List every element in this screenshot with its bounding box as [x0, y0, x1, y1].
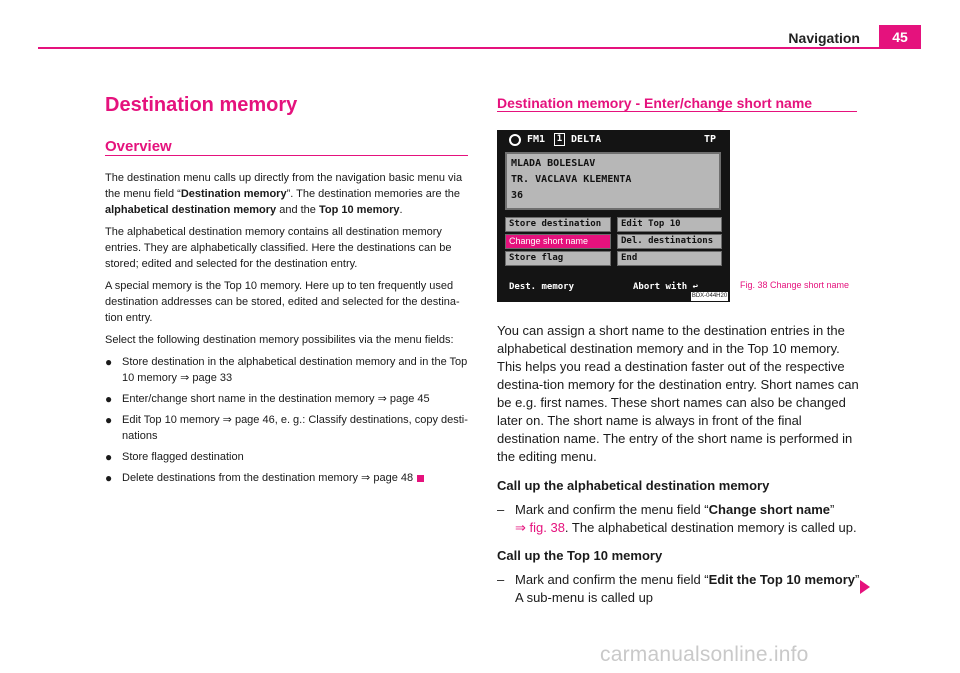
navigation-screen-figure: [497, 130, 730, 302]
paragraph-select: Select the following destination memory possibilites via the menu fields:: [105, 334, 454, 346]
overview-text: [105, 170, 470, 491]
figure-link[interactable]: ⇒ fig. 38: [515, 520, 565, 535]
list-item: ● Enter/change short name in the destination memory ⇒ page 45: [105, 392, 430, 406]
list-item: ● Store destination in the alphabetical destination memory and in the Top 10 memory ⇒ page 33: [105, 355, 468, 384]
section-subtitle: Overview: [105, 138, 172, 155]
list-item: ● Store flagged destination: [105, 450, 244, 464]
address-line: 36: [511, 190, 524, 201]
heading-rule: [497, 111, 857, 112]
station-name: DELTA: [571, 134, 602, 145]
footer-right-label: Abort with ↩: [633, 282, 699, 292]
preset-number: 1: [554, 133, 565, 146]
paragraph-top10: A special memory is the Top 10 memory. Here up to ten frequently used destination addresses can be stored, edited and selected for the destina-tion entry.: [105, 280, 460, 324]
header-rule: [38, 47, 921, 49]
store-flag-button[interactable]: Store flag: [505, 251, 611, 266]
page-number-badge: 45: [879, 25, 921, 49]
figure-code: BDX-044H20: [691, 293, 728, 299]
short-name-text: [497, 322, 867, 617]
screen-status-bar: [497, 130, 730, 150]
end-of-section-icon: [417, 475, 424, 482]
paragraph-intro: The destination menu calls up directly from the navigation basic menu via the menu field “Destination memory”. The destination memories are the alphabetical destination memory and the Top 10 memory.: [105, 172, 463, 216]
band-label: FM1: [527, 134, 546, 145]
step-item: – Mark and confirm the menu field “Change short name” ⇒ fig. 38. The alphabetical destination memory is called up.: [497, 502, 857, 535]
end-button[interactable]: End: [617, 251, 722, 266]
page-title: Destination memory: [105, 94, 298, 116]
watermark: carmanualsonline.info: [600, 643, 809, 666]
continue-arrow-icon: [860, 580, 870, 594]
section-title: Navigation: [788, 30, 860, 46]
address-line: MLADA BOLESLAV: [511, 158, 596, 169]
delete-destinations-button[interactable]: Del. destinations: [617, 234, 722, 249]
disc-icon: [509, 134, 521, 146]
tp-indicator: TP: [703, 134, 716, 145]
paragraph-body: You can assign a short name to the destination entries in the alphabetical destination memory and in the Top 10 memory. This helps you read a destination faster out of the respective destina-tion memory for the destination entry. Short names can be e.g. first names. These short names can also be changed later on. The short name is always in front of the final destination name. The entry of the short name is performed in the editing menu.: [497, 323, 859, 464]
subheading-top10: Call up the Top 10 memory: [497, 548, 663, 563]
store-destination-button[interactable]: Store destination: [505, 217, 611, 232]
change-short-name-button[interactable]: Change short name: [505, 234, 611, 249]
section-heading: Destination memory - Enter/change short name: [497, 95, 813, 111]
address-display: [505, 152, 721, 210]
footer-left-label: Dest. memory: [509, 282, 575, 292]
figure-caption: Fig. 38 Change short name: [740, 280, 850, 290]
list-item: ● Edit Top 10 memory ⇒ page 46, e. g.: Classify destinations, copy desti-nations: [105, 413, 468, 442]
subtitle-rule: [105, 155, 468, 156]
list-item: ● Delete destinations from the destination memory ⇒ page 48: [105, 470, 470, 486]
address-line: TR. VACLAVA KLEMENTA: [511, 174, 632, 185]
step-item: – Mark and confirm the menu field “Edit the Top 10 memory”. A sub-menu is called up: [497, 572, 863, 605]
subheading-alphabetical: Call up the alphabetical destination memory: [497, 478, 770, 493]
edit-top10-button[interactable]: Edit Top 10: [617, 217, 722, 232]
paragraph-alphabetical: The alphabetical destination memory contains all destination memory entries. They are alphabetically classified. Here the destinations can be stored; edited and selected for the destination entry.: [105, 226, 452, 270]
